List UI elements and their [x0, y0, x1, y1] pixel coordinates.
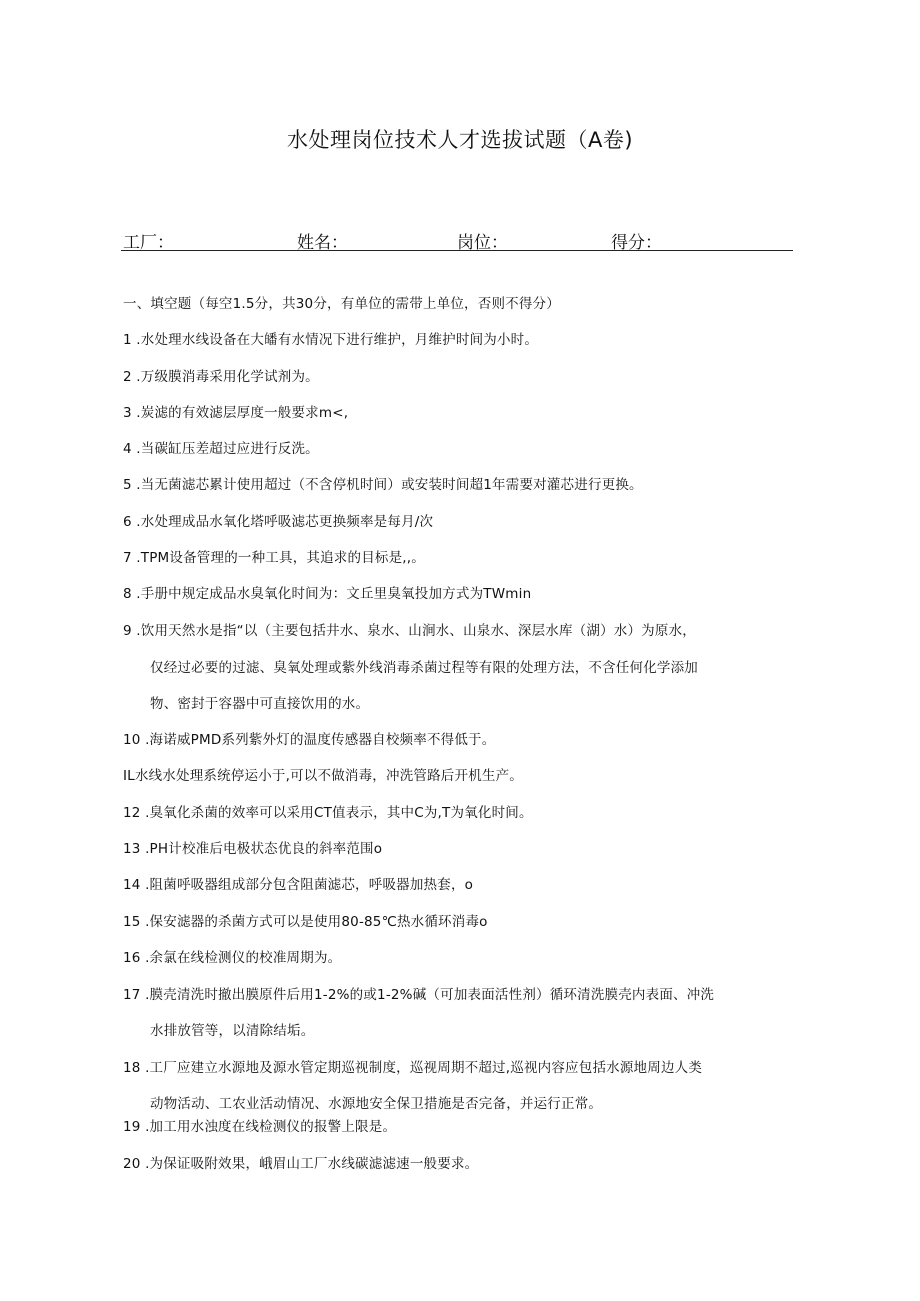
question-3: 3 .炭滤的有效滤层厚度一般要求m<, — [123, 405, 349, 421]
question-9-continued: 仅经过必要的过滤、臭氧处理或紫外线消毒杀菌过程等有限的处理方法，不含任何化学添加 — [150, 660, 698, 676]
question-17-continued: 水排放管等，以清除结垢。 — [150, 1023, 315, 1039]
post-label: 岗位： — [457, 233, 508, 253]
question-7: 7 .TPM设备管理的一种工具，其追求的目标是,,。 — [123, 550, 425, 566]
question-18: 18 .工厂应建立水源地及源水管定期巡视制度，巡视周期不超过,巡视内容应包括水源地周边人类 — [123, 1060, 703, 1076]
question-17: 17 .膜壳清洗时撤出膜原件后用1-2%的或1-2%碱（可加表面活性剂）循环清洗膜壳内表面、冲洗 — [123, 987, 715, 1003]
page-title: 水处理岗位技术人才选拔试题（A卷) — [286, 128, 634, 152]
question-5: 5 .当无菌滤芯累计使用超过（不含停机时间）或安装时间超1年需要对灌芯进行更换。 — [123, 477, 643, 493]
candidate-info-row — [121, 228, 793, 251]
question-6: 6 .水处理成品水氧化塔呼吸滤芯更换频率是每月/次 — [123, 514, 434, 530]
question-16: 16 .余氯在线检测仪的校准周期为。 — [123, 950, 342, 966]
question-15: 15 .保安滤器的杀菌方式可以是使用80-85℃热水循环消毒o — [123, 914, 488, 930]
question-18-continued: 动物活动、工农业活动情况、水源地安全保卫措施是否完备，并运行正常。 — [150, 1096, 603, 1112]
question-20: 20 .为保证吸附效果，峨眉山工厂水线碳滤滤速一般要求。 — [123, 1156, 479, 1172]
question-13: 13 .PH计校准后电极状态优良的斜率范围o — [123, 841, 383, 857]
section-heading: 一、填空题（每空1.5分，共30分，有单位的需带上单位，否则不得分） — [123, 296, 560, 312]
factory-label: 工厂： — [123, 233, 174, 253]
question-14: 14 .阻菌呼吸器组成部分包含阻菌滤芯，呼吸器加热套，o — [123, 877, 474, 893]
question-9-continued: 物、密封于容器中可直接饮用的水。 — [150, 696, 370, 712]
question-11: IL水线水处理系统停运小于,可以不做消毒，冲洗管路后开机生产。 — [123, 768, 523, 784]
question-9: 9 .饮用天然水是指“以（主要包括井水、泉水、山涧水、山泉水、深层水库（湖）水）为原水， — [123, 623, 696, 639]
name-label: 姓名： — [297, 233, 348, 253]
question-1: 1 .水处理水线设备在大皤有水情况下进行维护，月维护时间为小时。 — [123, 332, 539, 348]
question-2: 2 .万级膜消毒采用化学试剂为。 — [123, 369, 319, 385]
question-19: 19 .加工用水浊度在线检测仪的报警上限是。 — [123, 1119, 397, 1135]
question-10: 10 .海诺威PMD系列紫外灯的温度传感器自校频率不得低于。 — [123, 732, 496, 748]
question-12: 12 .臭氧化杀菌的效率可以采用CT值表示，其中C为,T为氧化时间。 — [123, 805, 533, 821]
question-4: 4 .当碳缸压差超过应进行反洗。 — [123, 441, 319, 457]
question-8: 8 .手册中规定成品水臭氧化时间为：文丘里臭氧投加方式为TWmin — [123, 586, 532, 602]
score-label: 得分： — [611, 233, 662, 253]
